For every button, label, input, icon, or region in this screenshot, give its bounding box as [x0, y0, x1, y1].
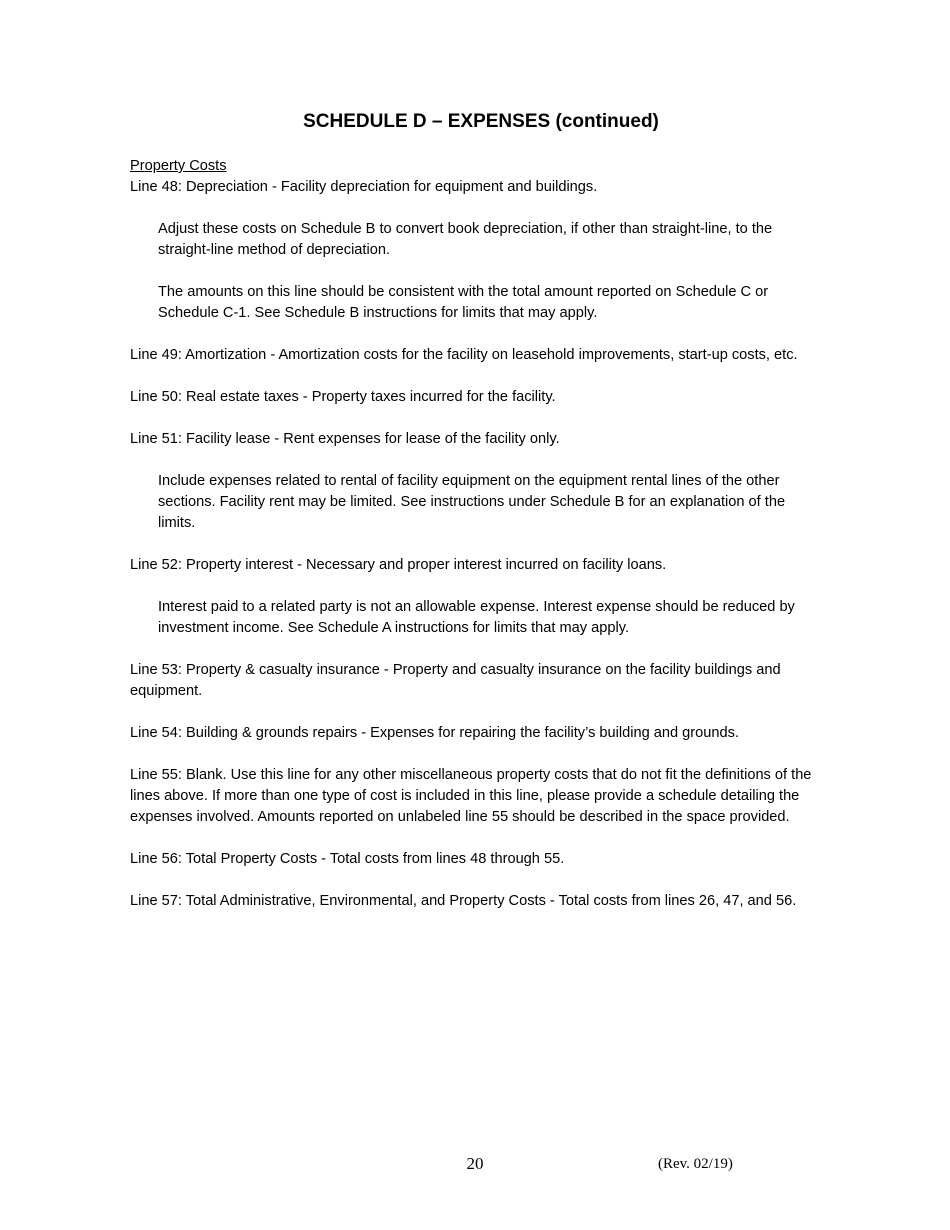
- line-49-paragraph: Line 49: Amortization - Amortization costs for the facility on leasehold improvements, start-up costs, etc.: [130, 347, 798, 363]
- line-55-paragraph: Line 55: Blank. Use this line for any other miscellaneous property costs that do not fit the definitions of the lines above. If more than one type of cost is included in this line, please provide a schedule detailing the expenses involved. Amounts reported on unlabeled line 55 should be described in the space provided.: [130, 767, 812, 825]
- line-52-paragraph: Line 52: Property interest - Necessary and proper interest incurred on facility loans.: [130, 557, 667, 573]
- line-48-note-consistency: The amounts on this line should be consistent with the total amount reported on Schedule C or Schedule C-1. See Schedule B instructions for limits that may apply.: [158, 284, 769, 321]
- page-title: SCHEDULE D – EXPENSES (continued): [303, 111, 659, 132]
- line-51-note: Include expenses related to rental of facility equipment on the equipment rental lines of the other sections. Facility rent may be limited. See instructions under Schedule B for an explanation of the limits.: [158, 473, 786, 531]
- document-body: [130, 156, 820, 933]
- line-54-paragraph: Line 54: Building & grounds repairs - Expenses for repairing the facility’s building and grounds.: [130, 725, 739, 741]
- line-57-paragraph: Line 57: Total Administrative, Environmental, and Property Costs - Total costs from lines 26, 47, and 56.: [130, 893, 797, 909]
- line-48-paragraph: Line 48: Depreciation - Facility depreciation for equipment and buildings.: [130, 179, 598, 195]
- revision-date: (Rev. 02/19): [658, 1156, 733, 1172]
- line-51-paragraph: Line 51: Facility lease - Rent expenses for lease of the facility only.: [130, 431, 560, 447]
- line-56-paragraph: Line 56: Total Property Costs - Total costs from lines 48 through 55.: [130, 851, 565, 867]
- line-50-paragraph: Line 50: Real estate taxes - Property taxes incurred for the facility.: [130, 389, 556, 405]
- page-number: 20: [466, 1154, 484, 1173]
- line-48-note-adjust: Adjust these costs on Schedule B to convert book depreciation, if other than straight-line, to the straight-line method of depreciation.: [158, 221, 773, 258]
- section-heading: Property Costs: [130, 158, 227, 174]
- line-52-note: Interest paid to a related party is not an allowable expense. Interest expense should be reduced by investment income. See Schedule A instructions for limits that may apply.: [158, 599, 795, 636]
- line-53-paragraph: Line 53: Property & casualty insurance - Property and casualty insurance on the facility buildings and equipment.: [130, 662, 781, 699]
